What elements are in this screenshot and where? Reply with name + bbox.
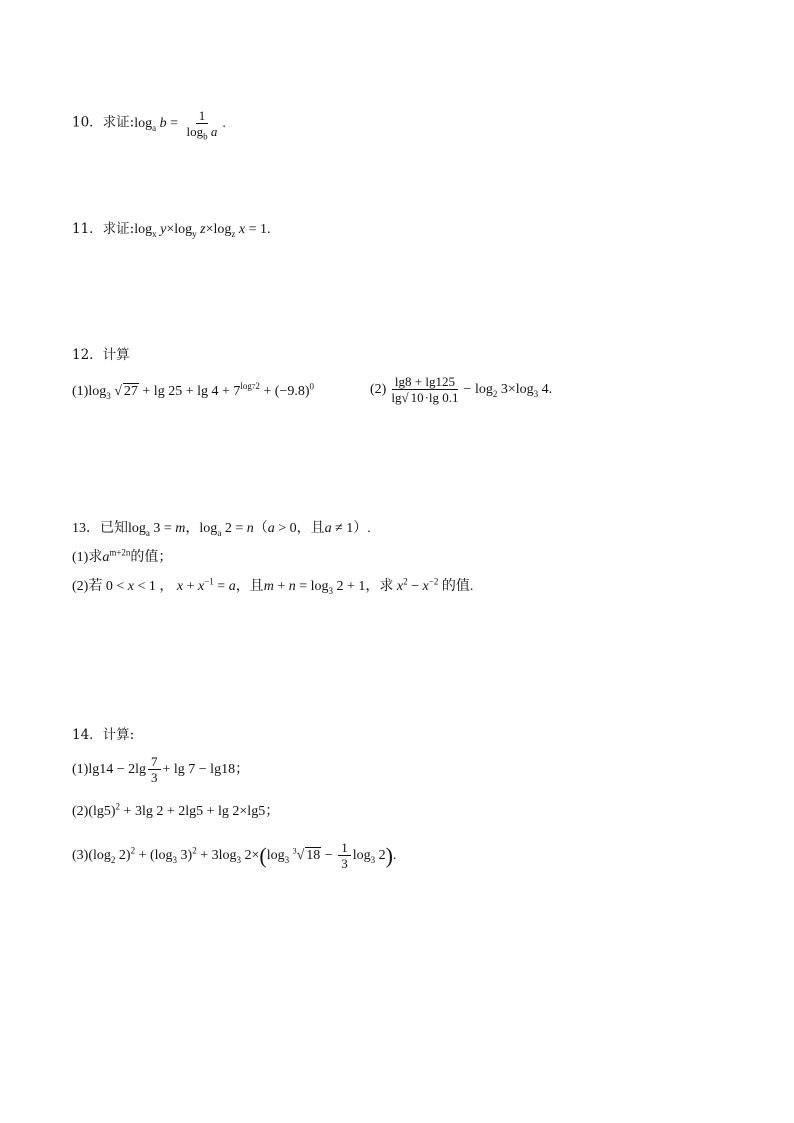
question-12-part-2: (2) $\frac{\lg 8 + \lg 125}{\lg√ 10\cdot\lg 0.1}$ − $\log_2 3\times\log_3$ 4.: [370, 374, 553, 405]
question-14-part-2: $(2)(\lg 5)^2 + 3\lg$ 2 + 2lg5 + lg 2×lg5；: [72, 801, 280, 819]
q10-label: 10．求证:: [72, 114, 135, 131]
q10-formula: $\log_a b$ = $\frac{1}{\log_b a}$ .: [134, 108, 226, 142]
question-14-part-3: $(3)(\log_2$ $2)^2 + (\log_3$ $3)^2 + 3\log_3$ $2\times(\log_3$ $^3$√ 18 − $\frac{1}{3}$ $\log_3 2$).: [72, 840, 397, 871]
q11-label: 11．求证:: [72, 221, 135, 237]
question-14-title: 14．计算:: [72, 727, 135, 743]
question-13: 13．已知$\log_a 3 = m$，$\log_a 2 = n(a > 0$，且a ≠ 1）.: [72, 521, 371, 538]
question-12-part-1: $(1)\log_3$ √ $27 + \lg 25 + \lg 4 + 7^{log72} + (-9.8)^0$: [72, 381, 315, 401]
question-10: [72, 108, 226, 142]
question-12-title: 12．计算: [72, 347, 130, 363]
question-13-part-2: (2)若 0 < x < 1 ， $x + x^{-1} = a$，且$m + n = \log_3 2 + 1$，求 $x^2 - x^{-2}$ 的值.: [72, 576, 474, 596]
question-13-part-1: (1)求$a^{m+2n}$的值；: [72, 547, 173, 565]
question-14-part-1: (1)lg14 − 2lg $\frac{7}{3}$ + lg 7 − lg18；: [72, 754, 250, 785]
question-11: [72, 220, 271, 239]
q11-formula: $\log_x y\times\log_y$ $z\times\log_z$ x = 1.: [134, 222, 271, 239]
